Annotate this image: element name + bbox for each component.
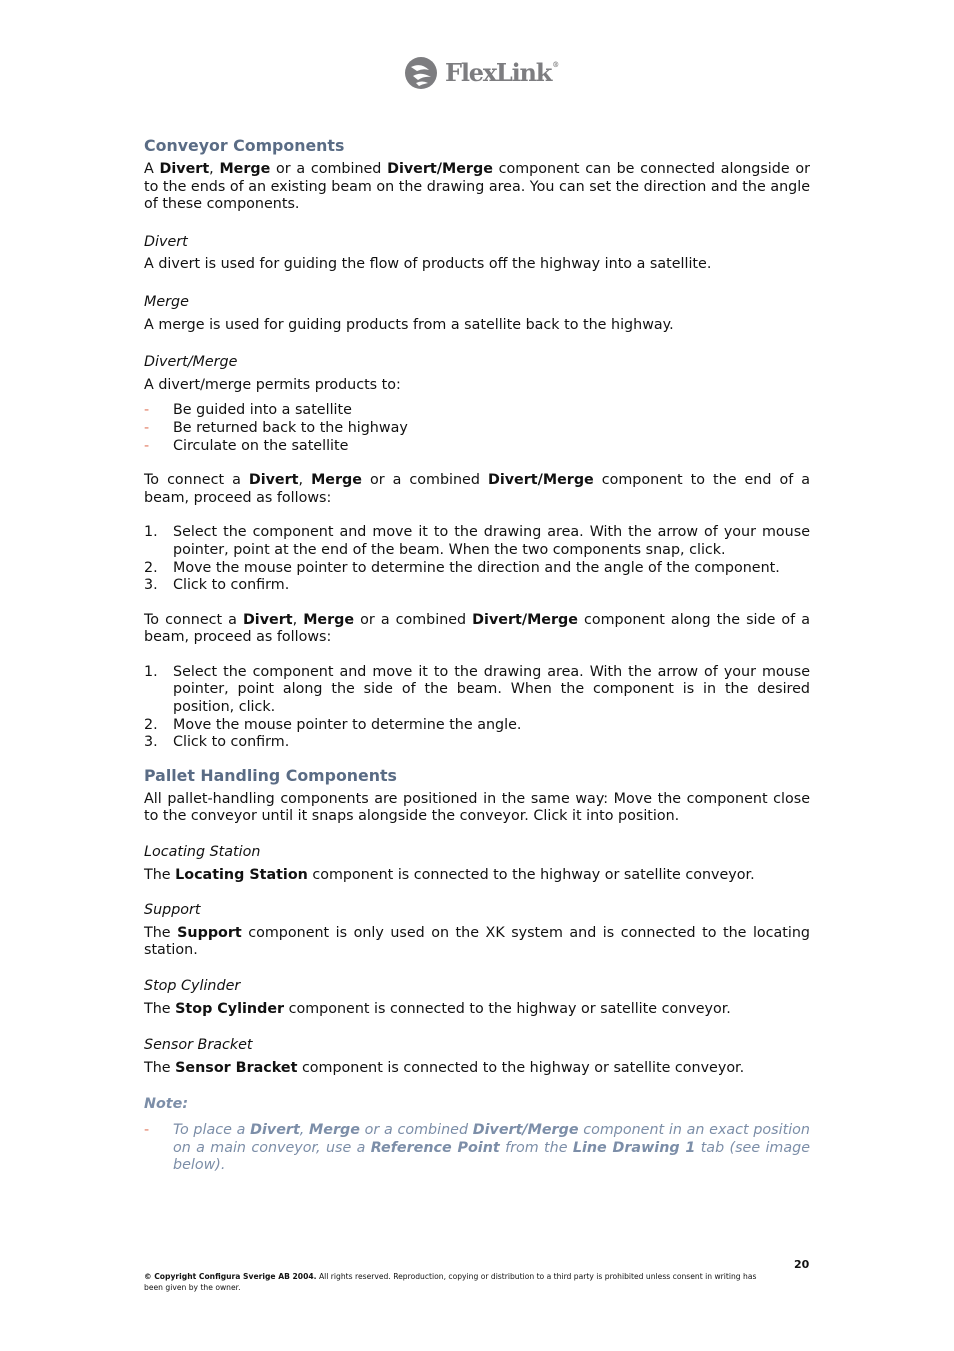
- logo-wordmark: FlexLink®: [445, 58, 559, 87]
- note-item: - To place a Divert, Merge or a combined Divert/Merge component in an exact position on a main conveyor, use a Reference Point from the Line Drawing 1 tab (see image below).: [144, 1121, 810, 1174]
- conveyor-intro: A Divert, Merge or a combined Divert/Merge component can be connected alongside or to the ends of an existing beam on the drawing area. You can set the direction and the angle of these components.: [144, 161, 810, 213]
- end-procedure-steps: [144, 524, 810, 594]
- flexlink-swirl-icon: [404, 56, 438, 90]
- step-item: 2. Move the mouse pointer to determine the angle.: [144, 716, 522, 733]
- subheading-divert-merge: Divert/Merge: [144, 354, 238, 371]
- flexlink-logo: [404, 56, 558, 90]
- copyright-footer: © Copyright Configura Sverige AB 2004. All rights reserved. Reproduction, copying or distribution to a third party is prohibited unless consent in writing has been given by the owner.: [144, 1272, 757, 1292]
- stop-cylinder-text: The Stop Cylinder component is connected to the highway or satellite conveyor.: [144, 1000, 731, 1017]
- pallet-intro: All pallet-handling components are positioned in the same way: Move the component close to the conveyor until it snaps alongside the conveyor. Click it into position.: [144, 790, 810, 825]
- merge-text: A merge is used for guiding products from a satellite back to the highway.: [144, 316, 674, 333]
- end-procedure-intro: To connect a Divert, Merge or a combined Divert/Merge component to the end of a beam, proceed as follows:: [144, 472, 810, 506]
- subheading-stop-cylinder: Stop Cylinder: [144, 978, 241, 994]
- side-procedure-intro: To connect a Divert, Merge or a combined Divert/Merge component along the side of a beam, proceed as follows:: [144, 611, 811, 646]
- note-list: [144, 1122, 810, 1175]
- section-title-conveyor: Conveyor Components: [144, 136, 345, 155]
- subheading-merge: Merge: [144, 293, 189, 310]
- subheading-locating-station: Locating Station: [144, 844, 261, 861]
- list-item: - Be returned back to the highway: [144, 419, 408, 436]
- sensor-bracket-text: The Sensor Bracket component is connected to the highway or satellite conveyor.: [144, 1059, 745, 1076]
- list-item: - Be guided into a satellite: [144, 402, 352, 419]
- list-item: - Circulate on the satellite: [144, 437, 349, 454]
- side-procedure-steps: [144, 664, 810, 752]
- step-item: 1. Select the component and move it to the drawing area. With the arrow of your mouse pointer, point along the side of the beam. When the component is in the desired position, click.: [144, 663, 810, 716]
- subheading-support: Support: [144, 902, 201, 919]
- document-body: [144, 136, 810, 1175]
- note-heading: Note:: [144, 1096, 189, 1113]
- locating-station-text: The Locating Station component is connected to the highway or satellite conveyor.: [144, 866, 755, 883]
- divert-text: A divert is used for guiding the flow of products off the highway into a satellite.: [144, 256, 712, 273]
- page-number: 20: [794, 1258, 810, 1271]
- step-item: 1. Select the component and move it to the drawing area. With the arrow of your mouse pointer, point at the end of the beam. When the two components snap, click.: [144, 524, 810, 558]
- step-item: 3. Click to confirm.: [144, 734, 290, 751]
- subheading-divert: Divert: [144, 233, 188, 250]
- section-title-pallet: Pallet Handling Components: [144, 765, 397, 785]
- support-text: The Support component is only used on the XK system and is connected to the locating station.: [144, 924, 810, 959]
- step-item: 2. Move the mouse pointer to determine the direction and the angle of the component.: [144, 559, 780, 576]
- step-item: 3. Click to confirm.: [144, 577, 290, 594]
- divert-merge-text: A divert/merge permits products to:: [144, 376, 401, 393]
- subheading-sensor-bracket: Sensor Bracket: [144, 1037, 253, 1054]
- divert-merge-list: [144, 402, 810, 455]
